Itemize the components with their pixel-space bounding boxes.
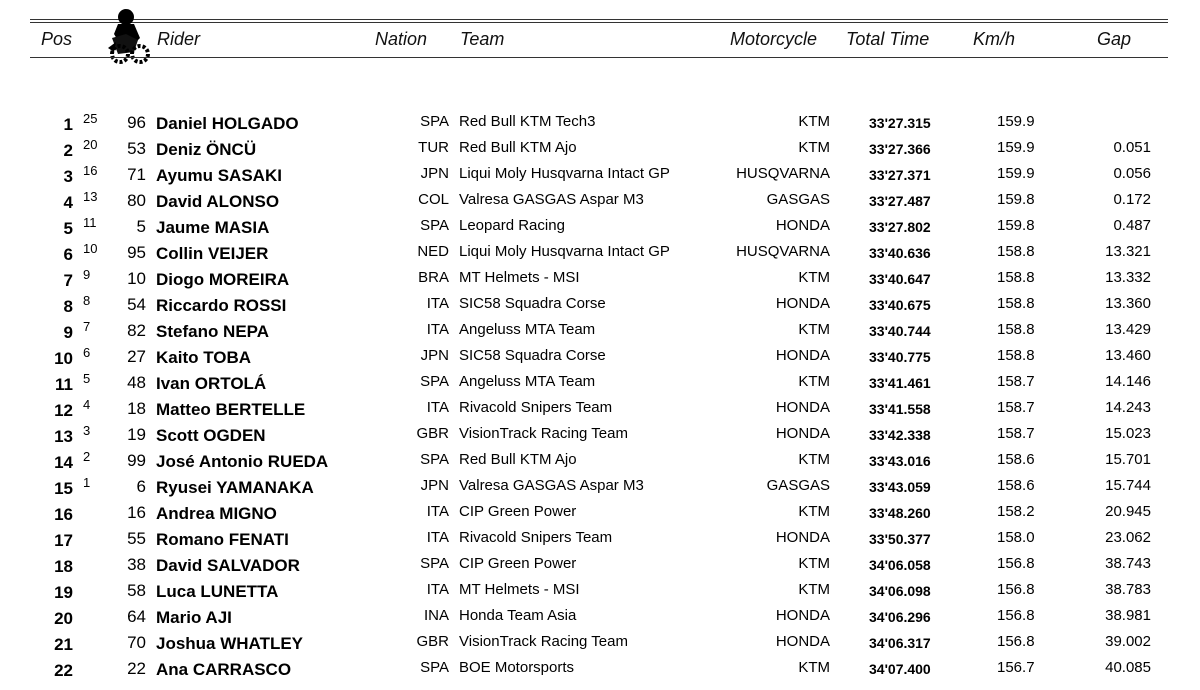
rider-number: 95 bbox=[127, 243, 146, 262]
rider-name: Luca LUNETTA bbox=[156, 582, 279, 601]
rider-name: Matteo BERTELLE bbox=[156, 400, 306, 419]
position: 12 bbox=[54, 401, 73, 420]
nation: ITA bbox=[426, 295, 449, 312]
nation: SPA bbox=[420, 451, 449, 468]
motorcycle: KTM bbox=[798, 451, 830, 468]
table-row bbox=[0, 240, 1200, 266]
table-row bbox=[0, 604, 1200, 630]
points: 20 bbox=[83, 137, 98, 152]
points: 16 bbox=[83, 163, 98, 178]
top-rule-double bbox=[30, 22, 1168, 23]
position: 17 bbox=[54, 531, 73, 550]
gap: 13.321 bbox=[1105, 243, 1151, 260]
points: 3 bbox=[83, 423, 91, 438]
speed-kmh: 158.0 bbox=[997, 529, 1035, 546]
motorcycle: GASGAS bbox=[766, 477, 830, 494]
points: 10 bbox=[83, 241, 98, 256]
gap: 15.701 bbox=[1105, 451, 1151, 468]
gap: 38.981 bbox=[1105, 607, 1151, 624]
total-time: 33'27.366 bbox=[869, 141, 931, 157]
rider-number: 48 bbox=[127, 373, 146, 392]
nation: GBR bbox=[416, 425, 449, 442]
table-row bbox=[0, 422, 1200, 448]
team: VisionTrack Racing Team bbox=[459, 425, 628, 442]
motorcycle: KTM bbox=[798, 321, 830, 338]
team: Valresa GASGAS Aspar M3 bbox=[459, 191, 644, 208]
team: MT Helmets - MSI bbox=[459, 269, 580, 286]
rider-name: Mario AJI bbox=[156, 608, 232, 627]
table-row bbox=[0, 370, 1200, 396]
rider-name: Scott OGDEN bbox=[156, 426, 266, 445]
total-time: 33'27.315 bbox=[869, 115, 931, 131]
total-time: 34'07.400 bbox=[869, 661, 931, 677]
speed-kmh: 159.8 bbox=[997, 191, 1035, 208]
position: 4 bbox=[63, 193, 73, 212]
total-time: 33'43.016 bbox=[869, 453, 931, 469]
speed-kmh: 156.8 bbox=[997, 607, 1035, 624]
header-rule bbox=[30, 57, 1168, 58]
rider-number: 18 bbox=[127, 399, 146, 418]
nation: JPN bbox=[420, 165, 449, 182]
table-row bbox=[0, 318, 1200, 344]
position: 6 bbox=[63, 245, 73, 264]
total-time: 33'27.487 bbox=[869, 193, 931, 209]
rider-name: Joshua WHATLEY bbox=[156, 634, 304, 653]
position: 8 bbox=[63, 297, 73, 316]
gap: 13.460 bbox=[1105, 347, 1151, 364]
points: 5 bbox=[83, 371, 91, 386]
nation: JPN bbox=[420, 477, 449, 494]
team: Rivacold Snipers Team bbox=[459, 529, 613, 546]
header-nation: Nation bbox=[375, 29, 428, 49]
gap: 13.429 bbox=[1105, 321, 1151, 338]
gap: 39.002 bbox=[1105, 633, 1151, 650]
table-row bbox=[0, 500, 1200, 526]
points: 1 bbox=[83, 475, 91, 490]
rider-name: Ryusei YAMANAKA bbox=[156, 478, 314, 497]
nation: ITA bbox=[426, 581, 449, 598]
total-time: 33'27.371 bbox=[869, 167, 931, 183]
header-motorcycle: Motorcycle bbox=[730, 29, 818, 49]
position: 16 bbox=[54, 505, 73, 524]
rider-number: 16 bbox=[127, 503, 146, 522]
motorcycle: HONDA bbox=[775, 633, 830, 650]
top-rule bbox=[30, 19, 1168, 20]
table-row bbox=[0, 188, 1200, 214]
speed-kmh: 159.9 bbox=[997, 165, 1035, 182]
rider-number: 19 bbox=[127, 425, 146, 444]
rider-name: Collin VEIJER bbox=[156, 244, 269, 263]
nation: COL bbox=[418, 191, 449, 208]
team: Honda Team Asia bbox=[459, 607, 577, 624]
table-row bbox=[0, 448, 1200, 474]
nation: SPA bbox=[420, 113, 449, 130]
motorcycle: GASGAS bbox=[766, 191, 830, 208]
motorcycle: HUSQVARNA bbox=[736, 165, 830, 182]
table-row bbox=[0, 396, 1200, 422]
team: BOE Motorsports bbox=[459, 659, 575, 676]
table-row bbox=[0, 578, 1200, 604]
table-row bbox=[0, 344, 1200, 370]
motorcycle: KTM bbox=[798, 659, 830, 676]
table-row bbox=[0, 214, 1200, 240]
position: 14 bbox=[54, 453, 73, 472]
team: Liqui Moly Husqvarna Intact GP bbox=[459, 243, 670, 260]
team: Liqui Moly Husqvarna Intact GP bbox=[459, 165, 670, 182]
nation: SPA bbox=[420, 373, 449, 390]
speed-kmh: 158.6 bbox=[997, 451, 1035, 468]
nation: NED bbox=[417, 243, 449, 260]
position: 2 bbox=[63, 141, 73, 160]
nation: SPA bbox=[420, 555, 449, 572]
motorcycle: HONDA bbox=[775, 347, 830, 364]
position: 9 bbox=[63, 323, 73, 342]
rider-name: Romano FENATI bbox=[156, 530, 289, 549]
total-time: 33'40.744 bbox=[869, 323, 931, 339]
points: 4 bbox=[83, 397, 91, 412]
rider-number: 82 bbox=[127, 321, 146, 340]
gap: 13.332 bbox=[1105, 269, 1151, 286]
nation: TUR bbox=[418, 139, 449, 156]
total-time: 33'40.647 bbox=[869, 271, 931, 287]
rider-number: 70 bbox=[127, 633, 146, 652]
rider-name: Ana CARRASCO bbox=[156, 660, 292, 679]
rider-name: Deniz ÖNCÜ bbox=[156, 140, 257, 159]
rider-number: 96 bbox=[127, 113, 146, 132]
motorcycle: HUSQVARNA bbox=[736, 243, 830, 260]
total-time: 34'06.098 bbox=[869, 583, 931, 599]
team: Angeluss MTA Team bbox=[459, 373, 596, 390]
gap: 0.056 bbox=[1113, 165, 1151, 182]
table-row bbox=[0, 266, 1200, 292]
points: 13 bbox=[83, 189, 98, 204]
rider-name: David SALVADOR bbox=[156, 556, 300, 575]
rider-name: Kaito TOBA bbox=[156, 348, 252, 367]
team: Leopard Racing bbox=[459, 217, 565, 234]
position: 1 bbox=[63, 115, 73, 134]
rider-number: 38 bbox=[127, 555, 146, 574]
rider-name: Riccardo ROSSI bbox=[156, 296, 287, 315]
speed-kmh: 159.9 bbox=[997, 139, 1035, 156]
speed-kmh: 158.6 bbox=[997, 477, 1035, 494]
motorcycle: HONDA bbox=[775, 425, 830, 442]
position: 13 bbox=[54, 427, 73, 446]
speed-kmh: 158.7 bbox=[997, 373, 1035, 390]
team: SIC58 Squadra Corse bbox=[459, 347, 606, 364]
position: 7 bbox=[63, 271, 73, 290]
total-time: 33'42.338 bbox=[869, 427, 931, 443]
speed-kmh: 158.8 bbox=[997, 269, 1035, 286]
nation: ITA bbox=[426, 399, 449, 416]
team: Rivacold Snipers Team bbox=[459, 399, 613, 416]
rider-number: 58 bbox=[127, 581, 146, 600]
motorcycle: HONDA bbox=[775, 217, 830, 234]
results-table bbox=[0, 110, 1200, 682]
gap: 38.783 bbox=[1105, 581, 1151, 598]
points: 8 bbox=[83, 293, 91, 308]
rider-name: Daniel HOLGADO bbox=[156, 114, 299, 133]
motorcycle: HONDA bbox=[775, 399, 830, 416]
team: Red Bull KTM Tech3 bbox=[459, 113, 596, 130]
team: CIP Green Power bbox=[459, 555, 577, 572]
speed-kmh: 158.2 bbox=[997, 503, 1035, 520]
total-time: 33'43.059 bbox=[869, 479, 931, 495]
speed-kmh: 159.8 bbox=[997, 217, 1035, 234]
team: Red Bull KTM Ajo bbox=[459, 139, 577, 156]
rider-number: 64 bbox=[127, 607, 146, 626]
table-row bbox=[0, 136, 1200, 162]
total-time: 33'41.558 bbox=[869, 401, 931, 417]
rider-name: Stefano NEPA bbox=[156, 322, 270, 341]
position: 3 bbox=[63, 167, 73, 186]
motorcycle: KTM bbox=[798, 555, 830, 572]
motorcycle: HONDA bbox=[775, 607, 830, 624]
total-time: 34'06.317 bbox=[869, 635, 931, 651]
nation: JPN bbox=[420, 347, 449, 364]
gap: 23.062 bbox=[1105, 529, 1151, 546]
header-rider: Rider bbox=[157, 29, 201, 49]
rider-name: Diogo MOREIRA bbox=[156, 270, 290, 289]
motorcycle: HONDA bbox=[775, 295, 830, 312]
total-time: 33'48.260 bbox=[869, 505, 931, 521]
motorcycle-rider-icon bbox=[104, 8, 152, 64]
gap: 15.744 bbox=[1105, 477, 1151, 494]
team: MT Helmets - MSI bbox=[459, 581, 580, 598]
header-total-time: Total Time bbox=[846, 29, 930, 49]
position: 19 bbox=[54, 583, 73, 602]
rider-number: 55 bbox=[127, 529, 146, 548]
team: Red Bull KTM Ajo bbox=[459, 451, 577, 468]
team: VisionTrack Racing Team bbox=[459, 633, 628, 650]
total-time: 34'06.296 bbox=[869, 609, 931, 625]
team: CIP Green Power bbox=[459, 503, 577, 520]
total-time: 33'40.775 bbox=[869, 349, 931, 365]
nation: ITA bbox=[426, 529, 449, 546]
position: 10 bbox=[54, 349, 73, 368]
speed-kmh: 156.8 bbox=[997, 581, 1035, 598]
rider-number: 80 bbox=[127, 191, 146, 210]
rider-number: 5 bbox=[136, 217, 146, 236]
gap: 0.172 bbox=[1113, 191, 1151, 208]
table-row bbox=[0, 110, 1200, 136]
table-row bbox=[0, 162, 1200, 188]
points: 2 bbox=[83, 449, 91, 464]
position: 21 bbox=[54, 635, 73, 654]
speed-kmh: 158.8 bbox=[997, 243, 1035, 260]
speed-kmh: 156.7 bbox=[997, 659, 1035, 676]
points: 25 bbox=[83, 111, 98, 126]
team: Angeluss MTA Team bbox=[459, 321, 596, 338]
total-time: 33'27.802 bbox=[869, 219, 931, 235]
rider-name: David ALONSO bbox=[156, 192, 280, 211]
gap: 20.945 bbox=[1105, 503, 1151, 520]
gap: 38.743 bbox=[1105, 555, 1151, 572]
motorcycle: HONDA bbox=[775, 529, 830, 546]
nation: SPA bbox=[420, 659, 449, 676]
nation: SPA bbox=[420, 217, 449, 234]
rider-number: 27 bbox=[127, 347, 146, 366]
speed-kmh: 158.7 bbox=[997, 425, 1035, 442]
table-row bbox=[0, 656, 1200, 682]
header-kmh: Km/h bbox=[973, 29, 1016, 49]
position: 5 bbox=[63, 219, 73, 238]
speed-kmh: 156.8 bbox=[997, 633, 1035, 650]
position: 20 bbox=[54, 609, 73, 628]
motorcycle: KTM bbox=[798, 503, 830, 520]
nation: ITA bbox=[426, 503, 449, 520]
total-time: 33'41.461 bbox=[869, 375, 931, 391]
motorcycle: KTM bbox=[798, 269, 830, 286]
motorcycle: KTM bbox=[798, 581, 830, 598]
total-time: 33'40.636 bbox=[869, 245, 931, 261]
gap: 0.487 bbox=[1113, 217, 1151, 234]
total-time: 33'50.377 bbox=[869, 531, 931, 547]
points: 7 bbox=[83, 319, 91, 334]
points: 11 bbox=[83, 215, 97, 230]
nation: BRA bbox=[418, 269, 449, 286]
nation: GBR bbox=[416, 633, 449, 650]
table-row bbox=[0, 630, 1200, 656]
team: SIC58 Squadra Corse bbox=[459, 295, 606, 312]
total-time: 34'06.058 bbox=[869, 557, 931, 573]
position: 18 bbox=[54, 557, 73, 576]
rider-name: Jaume MASIA bbox=[156, 218, 270, 237]
motorcycle: KTM bbox=[798, 373, 830, 390]
speed-kmh: 158.8 bbox=[997, 321, 1035, 338]
rider-number: 53 bbox=[127, 139, 146, 158]
rider-number: 71 bbox=[127, 165, 146, 184]
speed-kmh: 158.7 bbox=[997, 399, 1035, 416]
rider-number: 54 bbox=[127, 295, 146, 314]
motorcycle: KTM bbox=[798, 113, 830, 130]
position: 22 bbox=[54, 661, 73, 680]
total-time: 33'40.675 bbox=[869, 297, 931, 313]
speed-kmh: 158.8 bbox=[997, 295, 1035, 312]
rider-number: 6 bbox=[136, 477, 146, 496]
gap: 14.146 bbox=[1105, 373, 1151, 390]
points: 6 bbox=[83, 345, 91, 360]
position: 11 bbox=[55, 375, 73, 394]
header-gap: Gap bbox=[1097, 29, 1132, 49]
speed-kmh: 156.8 bbox=[997, 555, 1035, 572]
speed-kmh: 158.8 bbox=[997, 347, 1035, 364]
table-row bbox=[0, 292, 1200, 318]
gap: 14.243 bbox=[1105, 399, 1151, 416]
rider-name: José Antonio RUEDA bbox=[156, 452, 329, 471]
rider-name: Andrea MIGNO bbox=[156, 504, 277, 523]
team: Valresa GASGAS Aspar M3 bbox=[459, 477, 644, 494]
gap: 40.085 bbox=[1105, 659, 1151, 676]
rider-number: 99 bbox=[127, 451, 146, 470]
gap: 13.360 bbox=[1105, 295, 1151, 312]
table-row bbox=[0, 526, 1200, 552]
nation: INA bbox=[423, 607, 449, 624]
speed-kmh: 159.9 bbox=[997, 113, 1035, 130]
gap: 0.051 bbox=[1113, 139, 1151, 156]
rider-name: Ivan ORTOLÁ bbox=[156, 374, 267, 393]
rider-name: Ayumu SASAKI bbox=[156, 166, 282, 185]
motorcycle: KTM bbox=[798, 139, 830, 156]
rider-number: 22 bbox=[127, 659, 146, 678]
table-row bbox=[0, 474, 1200, 500]
rider-number: 10 bbox=[127, 269, 146, 288]
header-team: Team bbox=[460, 29, 505, 49]
nation: ITA bbox=[426, 321, 449, 338]
header-pos: Pos bbox=[41, 29, 73, 49]
position: 15 bbox=[54, 479, 73, 498]
gap: 15.023 bbox=[1105, 425, 1151, 442]
points: 9 bbox=[83, 267, 91, 282]
table-row bbox=[0, 552, 1200, 578]
